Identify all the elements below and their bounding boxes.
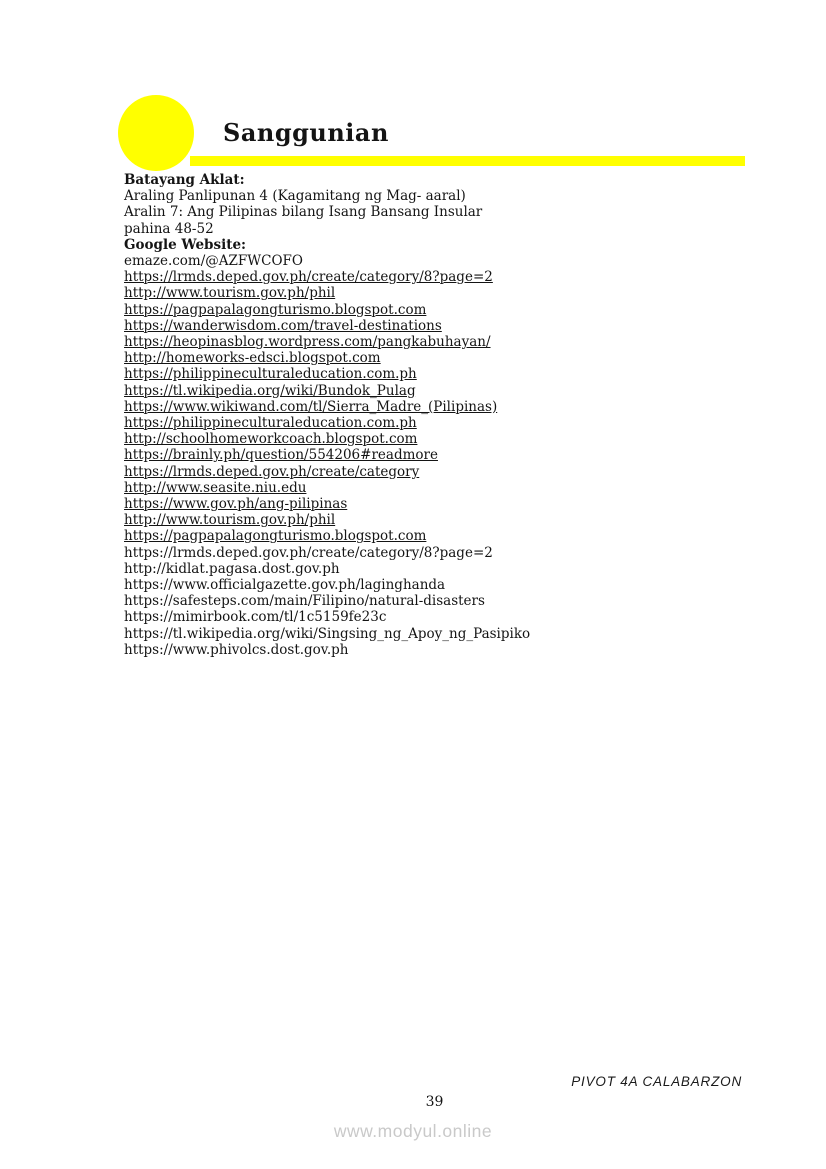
reference-url-link[interactable]: https://lrmds.deped.gov.ph/create/category [124,463,420,480]
book-reference-list [124,188,745,237]
footer-brand: PIVOT 4A CALABARZON [571,1074,742,1089]
reference-url-link[interactable]: https://pagpapalagongturismo.blogspot.com [124,528,427,545]
reference-url-link[interactable]: https://brainly.ph/question/554206#readmore [124,447,438,464]
reference-url-text: http://kidlat.pagasa.dost.gov.ph [124,560,340,577]
reference-url-link[interactable]: https://www.gov.ph/ang-pilipinas [124,496,348,513]
reference-url-link[interactable]: http://www.seasite.niu.edu [124,479,307,496]
page-number: 39 [425,1094,444,1110]
reference-url-link[interactable]: https://lrmds.deped.gov.ph/create/category/8?page=2 [124,269,493,286]
reference-url-text: https://www.phivolcs.dost.gov.ph [124,641,349,658]
reference-url-link[interactable]: http://www.tourism.gov.ph/phil [124,512,336,529]
book-reference-line: Araling Panlipunan 4 (Kagamitang ng Mag- aaral) [124,188,466,205]
reference-url-text: https://safesteps.com/main/Filipino/natural-disasters [124,593,485,610]
book-section-heading: Batayang Aklat: [124,172,245,188]
page-title: Sanggunian [223,118,389,147]
reference-url-link[interactable]: http://www.tourism.gov.ph/phil [124,285,336,302]
book-reference-line: Aralin 7: Ang Pilipinas bilang Isang Bansang Insular [124,204,483,221]
reference-url-link[interactable]: https://philippineculturaleducation.com.ph [124,415,417,432]
reference-url-link[interactable]: https://pagpapalagongturismo.blogspot.com [124,301,427,318]
accent-circle [118,95,194,171]
reference-url-link[interactable]: https://philippineculturaleducation.com.ph [124,366,417,383]
reference-url-link[interactable]: https://wanderwisdom.com/travel-destinations [124,317,442,334]
reference-url-text: https://mimirbook.com/tl/1c5159fe23c [124,609,387,626]
reference-url-text: https://tl.wikipedia.org/wiki/Singsing_ng_Apoy_ng_Pasipiko [124,625,531,642]
reference-url-link[interactable]: https://tl.wikipedia.org/wiki/Bundok_Pulag [124,382,416,399]
references-section [124,172,745,658]
watermark: www.modyul.online [333,1121,493,1141]
reference-url-link[interactable]: https://heopinasblog.wordpress.com/pangkabuhayan/ [124,334,491,351]
book-reference-line: pahina 48-52 [124,220,214,237]
website-section-heading: Google Website: [124,236,247,253]
reference-url-link[interactable]: https://www.wikiwand.com/tl/Sierra_Madre_(Pilipinas) [124,398,498,415]
reference-url-text: https://lrmds.deped.gov.ph/create/category/8?page=2 [124,544,493,561]
reference-url-text: emaze.com/@AZFWCOFO [124,253,303,270]
reference-url-text: https://www.officialgazette.gov.ph/laginghanda [124,577,446,594]
title-underline-bar [190,156,745,166]
website-reference-list [124,253,745,658]
reference-url-link[interactable]: http://homeworks-edsci.blogspot.com [124,350,381,367]
reference-url-link[interactable]: http://schoolhomeworkcoach.blogspot.com [124,431,418,448]
